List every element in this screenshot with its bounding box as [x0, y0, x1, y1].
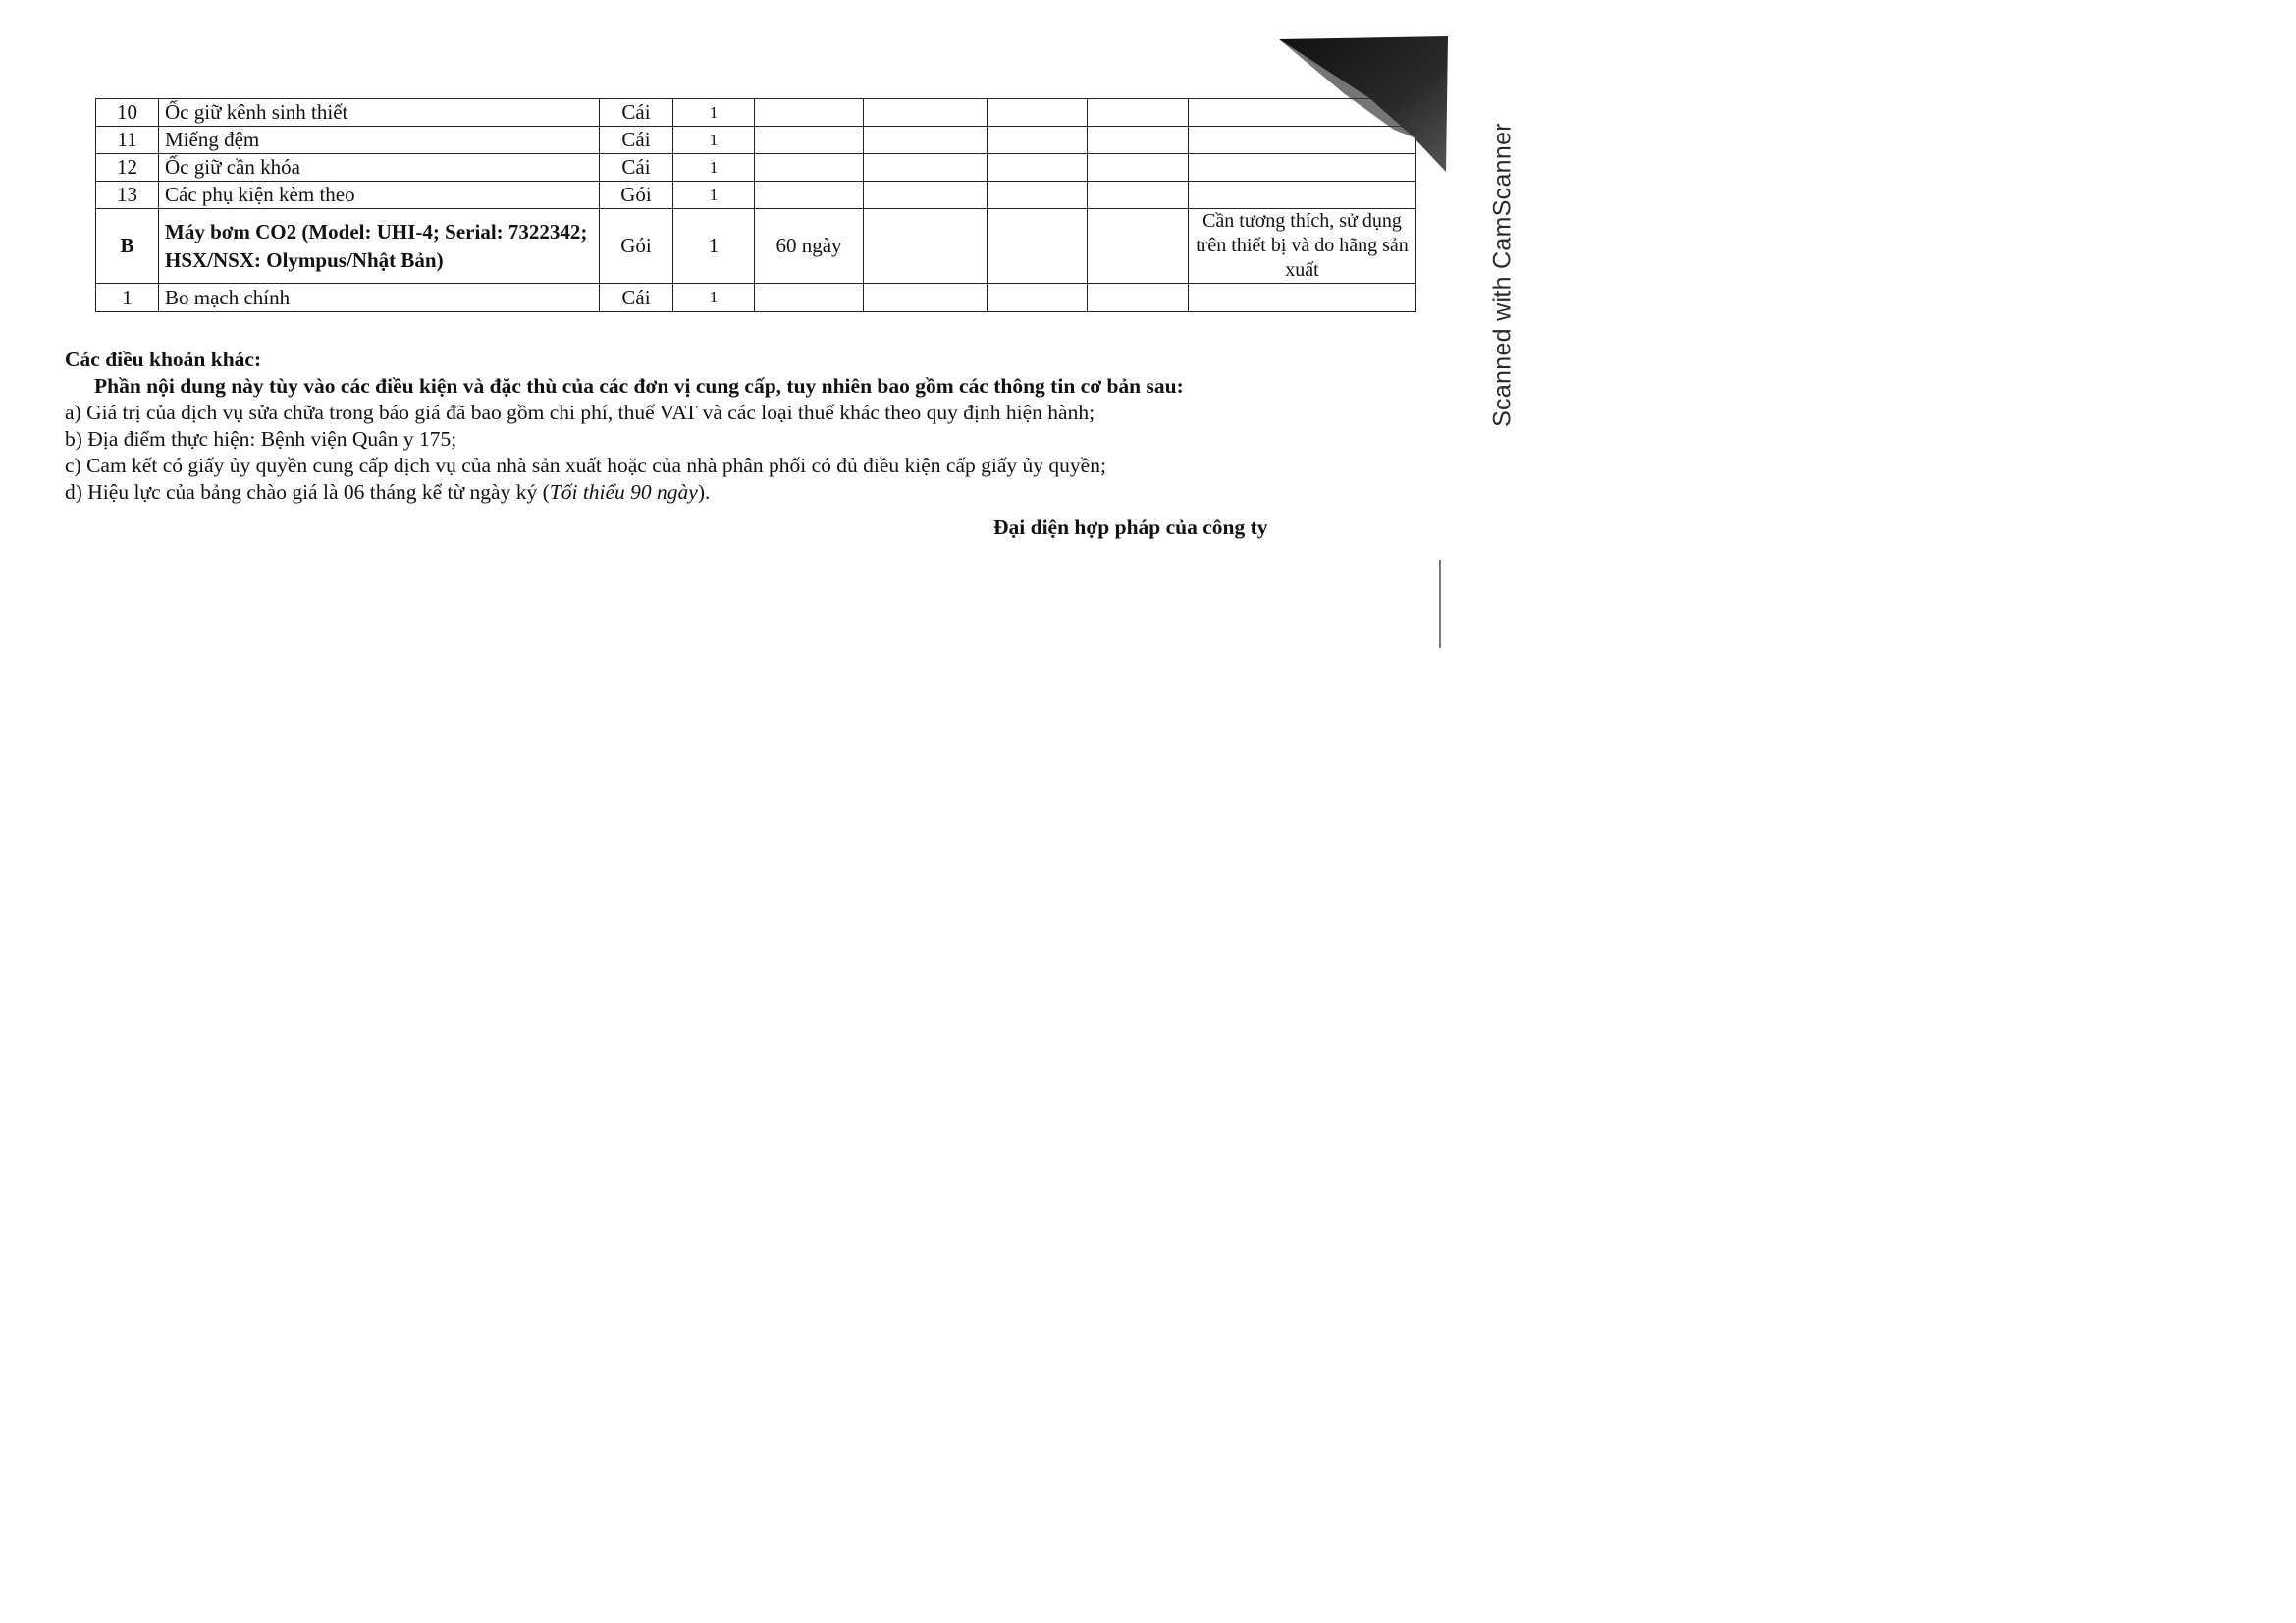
scanner-watermark: Scanned with CamScanner [1488, 123, 1517, 427]
row-number: 10 [96, 99, 159, 127]
item-unit: Gói [600, 182, 673, 209]
empty-cell [988, 154, 1088, 182]
table-row [96, 99, 1416, 127]
item-time [755, 154, 864, 182]
item-quantity: 1 [673, 99, 755, 127]
item-name: Các phụ kiện kèm theo [159, 182, 600, 209]
term-item-a: a) Giá trị của dịch vụ sửa chữa trong báo giá đã bao gồm chi phí, thuế VAT và các loại thuế khác theo quy định hiện hành; [65, 401, 1095, 424]
table-row [96, 154, 1416, 182]
empty-cell [988, 284, 1088, 312]
empty-cell [864, 127, 988, 154]
item-unit: Cái [600, 99, 673, 127]
terms-heading: Các điều khoản khác: [65, 348, 262, 371]
empty-cell [1088, 284, 1189, 312]
terms-section [65, 347, 1361, 506]
item-note [1189, 127, 1416, 154]
item-unit: Cái [600, 284, 673, 312]
item-name: Bo mạch chính [159, 284, 600, 312]
empty-cell [1088, 182, 1189, 209]
row-number: 13 [96, 182, 159, 209]
term-item-d-prefix: d) Hiệu lực của bảng chào giá là 06 tháng kể từ ngày ký ( [65, 480, 550, 504]
item-unit: Gói [600, 209, 673, 284]
empty-cell [988, 209, 1088, 284]
row-number: 11 [96, 127, 159, 154]
item-time [755, 99, 864, 127]
empty-cell [1088, 154, 1189, 182]
empty-cell [988, 127, 1088, 154]
item-time [755, 127, 864, 154]
item-note: Cần tương thích, sử dụng trên thiết bị và do hãng sản xuất [1189, 209, 1416, 284]
item-quantity: 1 [673, 154, 755, 182]
item-quantity: 1 [673, 127, 755, 154]
scanned-page [0, 0, 1524, 1077]
row-number: B [96, 209, 159, 284]
term-item-d-italic: Tối thiểu 90 ngày [549, 480, 698, 504]
items-table [95, 98, 1416, 312]
item-quantity: 1 [673, 182, 755, 209]
empty-cell [1088, 127, 1189, 154]
item-quantity: 1 [673, 284, 755, 312]
table-row [96, 127, 1416, 154]
terms-intro: Phần nội dung này tùy vào các điều kiện và đặc thù của các đơn vị cung cấp, tuy nhiên bao gồm các thông tin cơ bản sau: [94, 374, 1184, 398]
empty-cell [864, 99, 988, 127]
empty-cell [864, 284, 988, 312]
term-item-d-suffix: ). [697, 480, 711, 504]
item-time [755, 284, 864, 312]
item-time: 60 ngày [755, 209, 864, 284]
row-number: 1 [96, 284, 159, 312]
item-time [755, 182, 864, 209]
table-row [96, 284, 1416, 312]
table-row [96, 209, 1416, 284]
item-name: Miếng đệm [159, 127, 600, 154]
empty-cell [864, 209, 988, 284]
empty-cell [864, 154, 988, 182]
item-note [1189, 182, 1416, 209]
item-name: Ốc giữ kênh sinh thiết [159, 99, 600, 127]
item-name: Ốc giữ cần khóa [159, 154, 600, 182]
item-unit: Cái [600, 154, 673, 182]
item-quantity: 1 [673, 209, 755, 284]
item-note [1189, 284, 1416, 312]
item-name: Máy bơm CO2 (Model: UHI-4; Serial: 7322342; HSX/NSX: Olympus/Nhật Bản) [159, 209, 600, 284]
term-item-d [65, 479, 1361, 506]
term-item-b: b) Địa điểm thực hiện: Bệnh viện Quân y 175; [65, 427, 457, 451]
table-row [96, 182, 1416, 209]
empty-cell [864, 182, 988, 209]
scan-edge-mark [1439, 560, 1441, 648]
term-item-c: c) Cam kết có giấy ủy quyền cung cấp dịch vụ của nhà sản xuất hoặc của nhà phân phối có đủ điều kiện cấp giấy ủy quyền; [65, 454, 1106, 477]
empty-cell [1088, 209, 1189, 284]
empty-cell [988, 182, 1088, 209]
item-note [1189, 154, 1416, 182]
empty-cell [1088, 99, 1189, 127]
item-unit: Cái [600, 127, 673, 154]
row-number: 12 [96, 154, 159, 182]
item-note [1189, 99, 1416, 127]
signature-label: Đại diện hợp pháp của công ty [993, 515, 1268, 539]
empty-cell [988, 99, 1088, 127]
